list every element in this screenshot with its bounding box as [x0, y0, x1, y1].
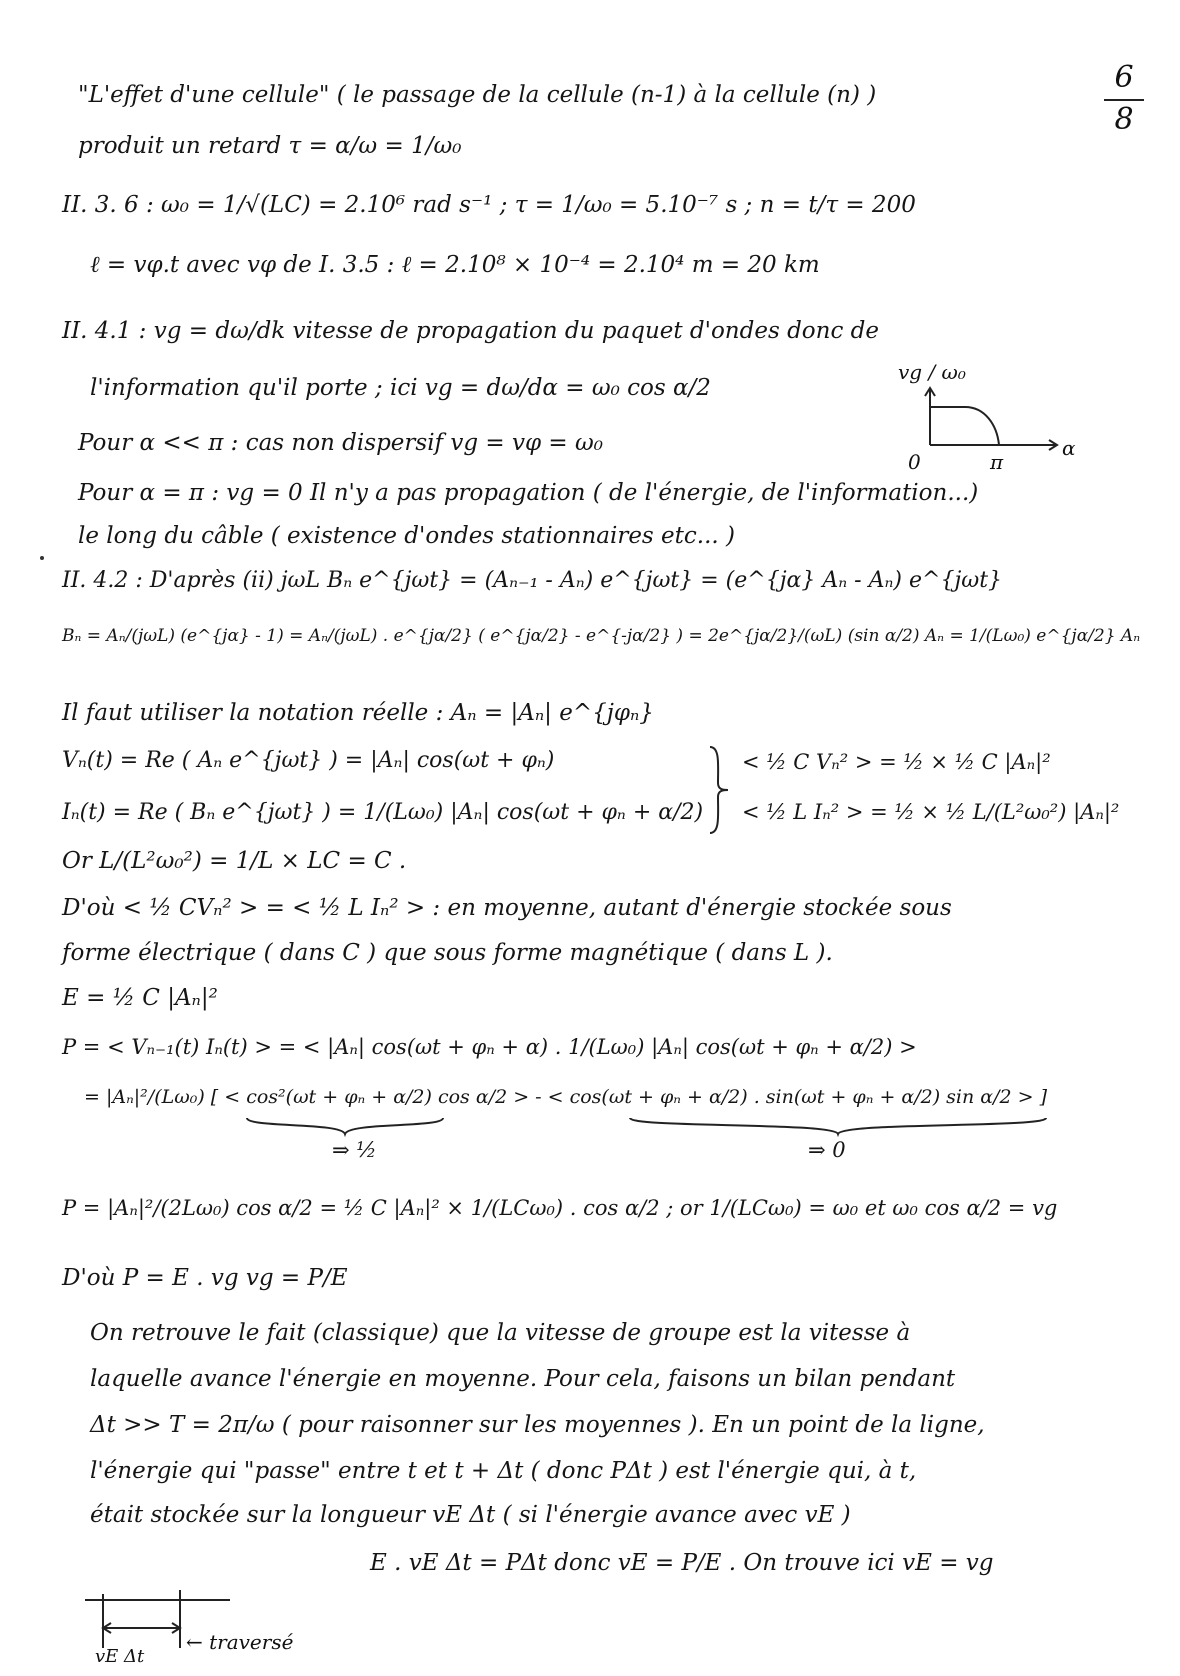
text-line: l'information qu'il porte ; ici vg = dω/dα = ω₀ cos α/2 [90, 375, 711, 401]
vg-graph-x-label: α [1062, 436, 1076, 460]
page-number-denominator: 8 [1114, 102, 1134, 137]
text-line: Pour α << π : cas non dispersif vg = vφ = ω₀ [78, 430, 603, 456]
cable-arrow-label: ← traversé [186, 1630, 294, 1654]
underbrace-second-label: ⇒ 0 [808, 1138, 846, 1162]
text-line: II. 4.2 : D'après (ii) jωL Bₙ e^{jωt} = (Aₙ₋₁ - Aₙ) e^{jωt} = (e^{jα} Aₙ - Aₙ) e^{jωt} [62, 568, 1003, 593]
vg-graph-pi-label: π [990, 450, 1004, 474]
text-line: Pour α = π : vg = 0 Il n'y a pas propagation ( de l'énergie, de l'information...) [78, 480, 979, 506]
text-line: P = |Aₙ|²/(2Lω₀) cos α/2 = ½ C |Aₙ|² × 1/(LCω₀) . cos α/2 ; or 1/(LCω₀) = ω₀ et ω₀ cos α/2 = vg [62, 1196, 1058, 1220]
text-line: II. 4.1 : vg = dω/dk vitesse de propagation du paquet d'ondes donc de [62, 318, 879, 344]
text-line: = |Aₙ|²/(Lω₀) [ < cos²(ωt + φₙ + α/2) cos α/2 > - < cos(ωt + φₙ + α/2) . sin(ωt + φₙ + α/2) sin α/2 > ] [84, 1086, 1048, 1108]
text-line: produit un retard τ = α/ω = 1/ω₀ [78, 133, 462, 159]
vg-graph-origin-label: 0 [908, 450, 921, 474]
text-line: ℓ = vφ.t avec vφ de I. 3.5 : ℓ = 2.10⁸ × 10⁻⁴ = 2.10⁴ m = 20 km [90, 252, 820, 278]
text-line: "L'effet d'une cellule" ( le passage de la cellule (n-1) à la cellule (n) ) [78, 82, 877, 108]
text-line: laquelle avance l'énergie en moyenne. Pour cela, faisons un bilan pendant [90, 1366, 956, 1392]
text-line: On retrouve le fait (classique) que la vitesse de groupe est la vitesse à [90, 1320, 911, 1346]
text-line: II. 3. 6 : ω₀ = 1/√(LC) = 2.10⁶ rad s⁻¹ ; τ = 1/ω₀ = 5.10⁻⁷ s ; n = t/τ = 200 [62, 192, 916, 218]
text-line: le long du câble ( existence d'ondes stationnaires etc... ) [78, 523, 735, 549]
text-line: Il faut utiliser la notation réelle : Aₙ = |Aₙ| e^{jφₙ} [62, 700, 654, 726]
text-line: Bₙ = Aₙ/(jωL) (e^{jα} - 1) = Aₙ/(jωL) . e^{jα/2} ( e^{jα/2} - e^{-jα/2} ) = 2e^{jα/2}/(ωL) (sin α/2) Aₙ = 1/(Lω₀) e^{jα/2} Aₙ [62, 626, 1141, 646]
text-line: P = < Vₙ₋₁(t) Iₙ(t) > = < |Aₙ| cos(ωt + φₙ + α) . 1/(Lω₀) |Aₙ| cos(ωt + φₙ + α/2) > [62, 1035, 917, 1059]
text-line: D'où < ½ CVₙ² > = < ½ L Iₙ² > : en moyenne, autant d'énergie stockée sous [62, 895, 952, 921]
stray-dot [40, 556, 44, 560]
underbrace-first-label: ⇒ ½ [332, 1138, 377, 1162]
text-line: D'où P = E . vg vg = P/E [62, 1265, 348, 1291]
text-line: forme électrique ( dans C ) que sous forme magnétique ( dans L ). [62, 940, 833, 966]
energy-magnetic: < ½ L Iₙ² > = ½ × ½ L/(L²ω₀²) |Aₙ|² [742, 800, 1120, 824]
text-line: était stockée sur la longueur vE Δt ( si l'énergie avance avec vE ) [90, 1502, 851, 1528]
page-number-fraction-bar [1104, 99, 1144, 101]
text-line: l'énergie qui "passe" entre t et t + Δt ( donc PΔt ) est l'énergie qui, à t, [90, 1458, 917, 1484]
underbrace-first-icon [245, 1116, 445, 1138]
curly-brace-icon [708, 745, 730, 835]
text-line: Vₙ(t) = Re ( Aₙ e^{jωt} ) = |Aₙ| cos(ωt + φₙ) [62, 748, 555, 773]
cable-segment-label: vE Δt [95, 1646, 145, 1667]
text-line: E = ½ C |Aₙ|² [62, 985, 218, 1011]
page-number-numerator: 6 [1114, 60, 1134, 95]
energy-electric: < ½ C Vₙ² > = ½ × ½ C |Aₙ|² [742, 750, 1051, 774]
underbrace-second-icon [628, 1116, 1048, 1138]
text-line: Or L/(L²ω₀²) = 1/L × LC = C . [62, 848, 407, 874]
vg-graph-y-label: vg / ω₀ [898, 360, 966, 384]
text-line: E . vE Δt = PΔt donc vE = P/E . On trouve ici vE = vg [370, 1550, 994, 1576]
text-line: Iₙ(t) = Re ( Bₙ e^{jωt} ) = 1/(Lω₀) |Aₙ| cos(ωt + φₙ + α/2) [62, 800, 704, 825]
text-line: Δt >> T = 2π/ω ( pour raisonner sur les moyennes ). En un point de la ligne, [90, 1412, 985, 1438]
